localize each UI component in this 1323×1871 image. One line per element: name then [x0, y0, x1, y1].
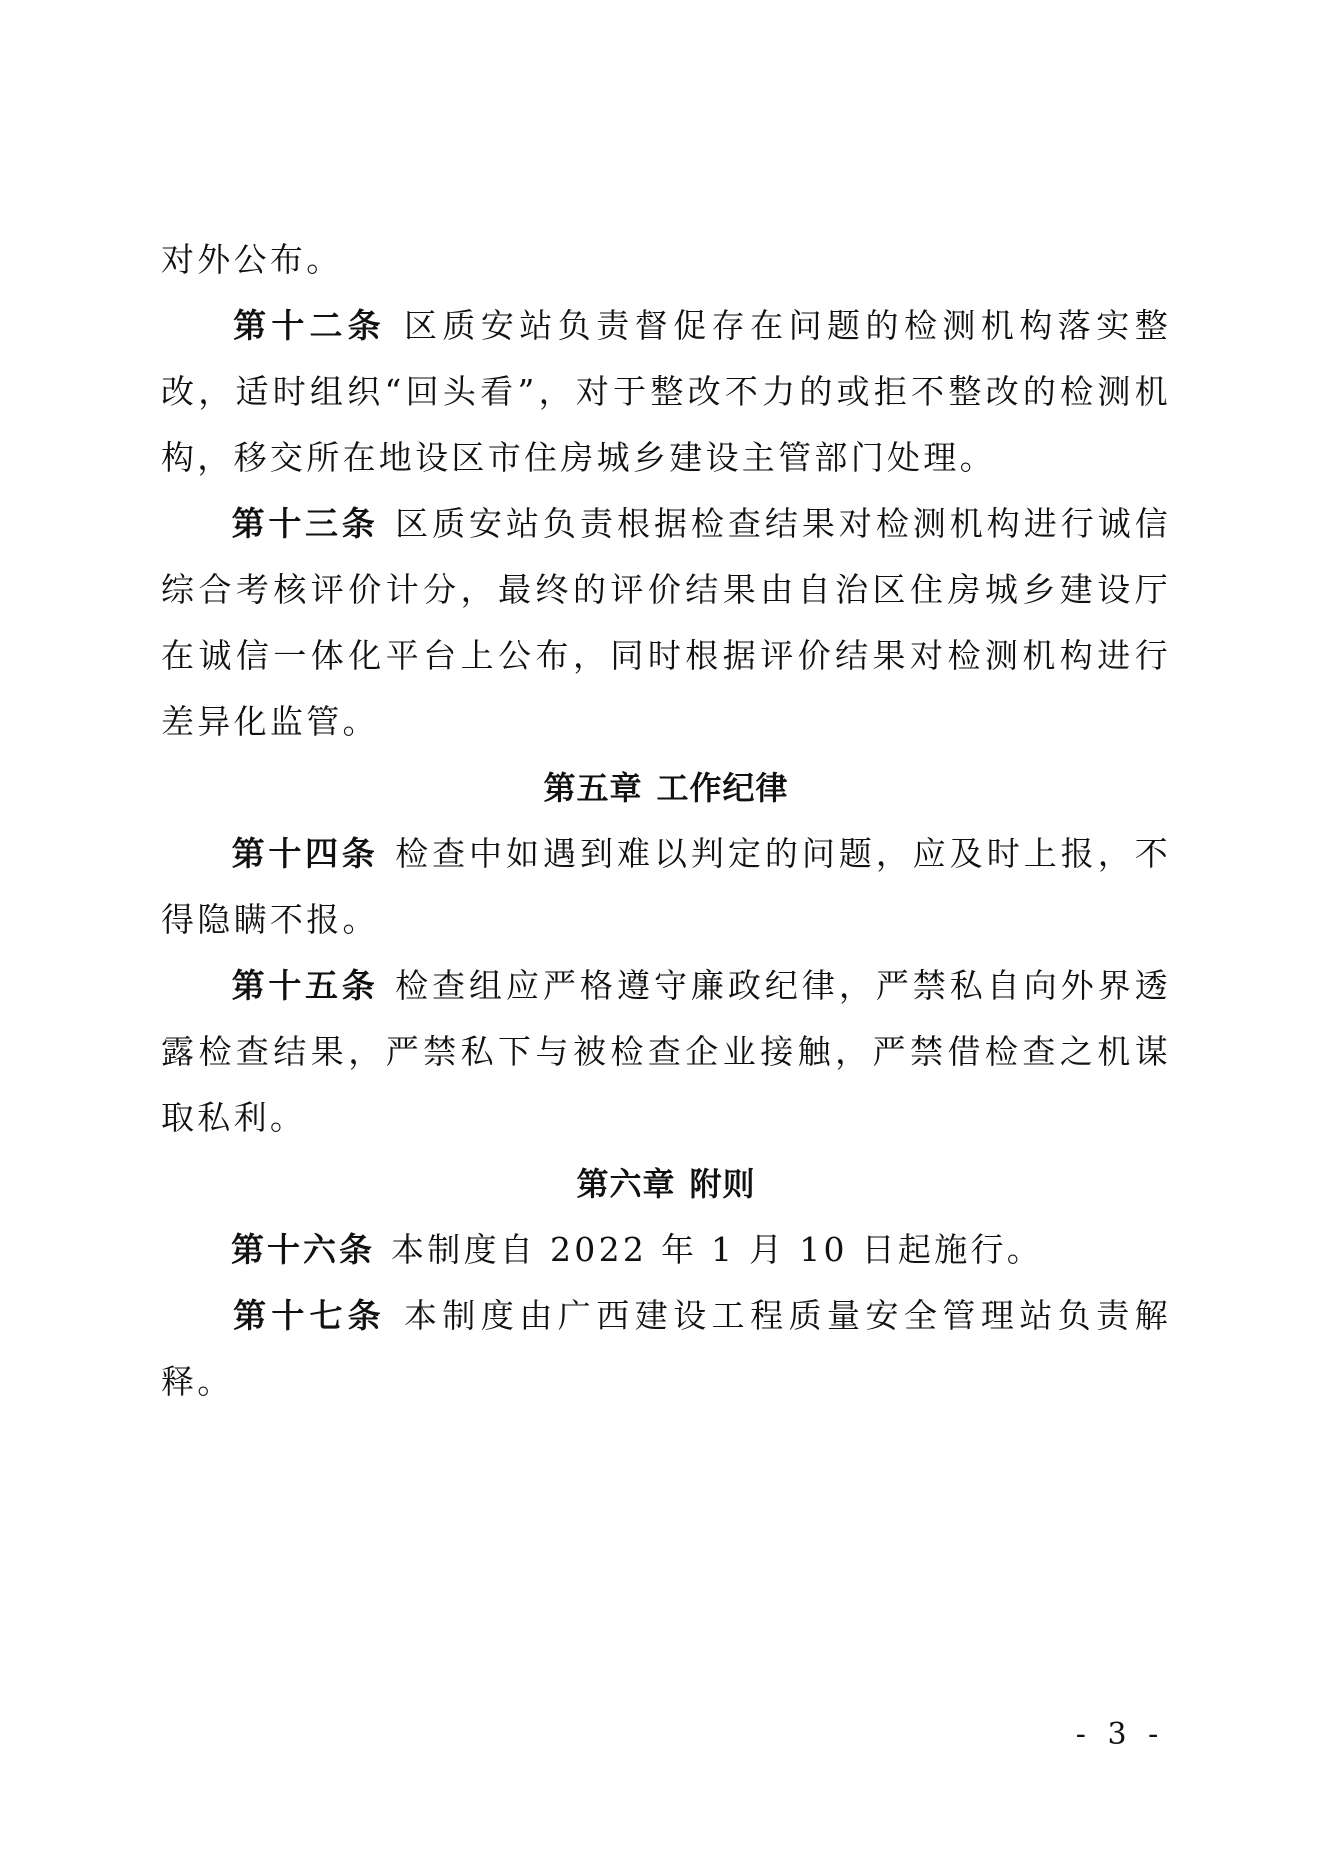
article-text: 本制度由广西建设工程质量安全管理站负责解释。 [161, 1296, 1172, 1401]
page-number: - 3 - [1075, 1717, 1165, 1752]
article-label: 第十四条 [231, 834, 379, 873]
article-16 [161, 1217, 1171, 1283]
article-label: 第十三条 [231, 504, 379, 543]
paragraph-continuation [161, 227, 1171, 293]
article-label: 第十七条 [231, 1296, 386, 1335]
article-label: 第十五条 [231, 966, 379, 1005]
article-label: 第十六条 [231, 1230, 375, 1269]
paragraph-text: 对外公布。 [161, 240, 343, 279]
chapter-number: 第五章 [543, 769, 643, 807]
chapter-number: 第六章 [576, 1165, 676, 1203]
article-text: 本制度自 2022 年 1 月 10 日起施行。 [391, 1230, 1044, 1269]
chapter-5-heading [161, 755, 1171, 821]
article-17 [161, 1283, 1171, 1415]
chapter-title: 附则 [689, 1165, 756, 1203]
article-15 [161, 953, 1171, 1151]
article-13 [161, 491, 1171, 755]
chapter-6-heading [161, 1151, 1171, 1217]
article-12 [161, 293, 1171, 491]
article-text: 区质安站负责根据检查结果对检测机构进行诚信综合考核评价计分，最终的评价结果由自治区住房城乡建设厅在诚信一体化平台上公布，同时根据评价结果对检测机构进行差异化监管。 [161, 504, 1171, 741]
chapter-title: 工作纪律 [656, 769, 789, 807]
article-text: 区质安站负责督促存在问题的检测机构落实整改，适时组织“回头看”，对于整改不力的或拒不整改的检测机构，移交所在地设区市住房城乡建设主管部门处理。 [161, 306, 1172, 477]
document-body [161, 227, 1171, 1415]
article-label: 第十二条 [231, 306, 386, 345]
article-14 [161, 821, 1171, 953]
article-text: 检查组应严格遵守廉政纪律，严禁私自向外界透露检查结果，严禁私下与被检查企业接触，严禁借检查之机谋取私利。 [161, 966, 1171, 1137]
article-text: 检查中如遇到难以判定的问题，应及时上报，不得隐瞒不报。 [161, 834, 1171, 939]
